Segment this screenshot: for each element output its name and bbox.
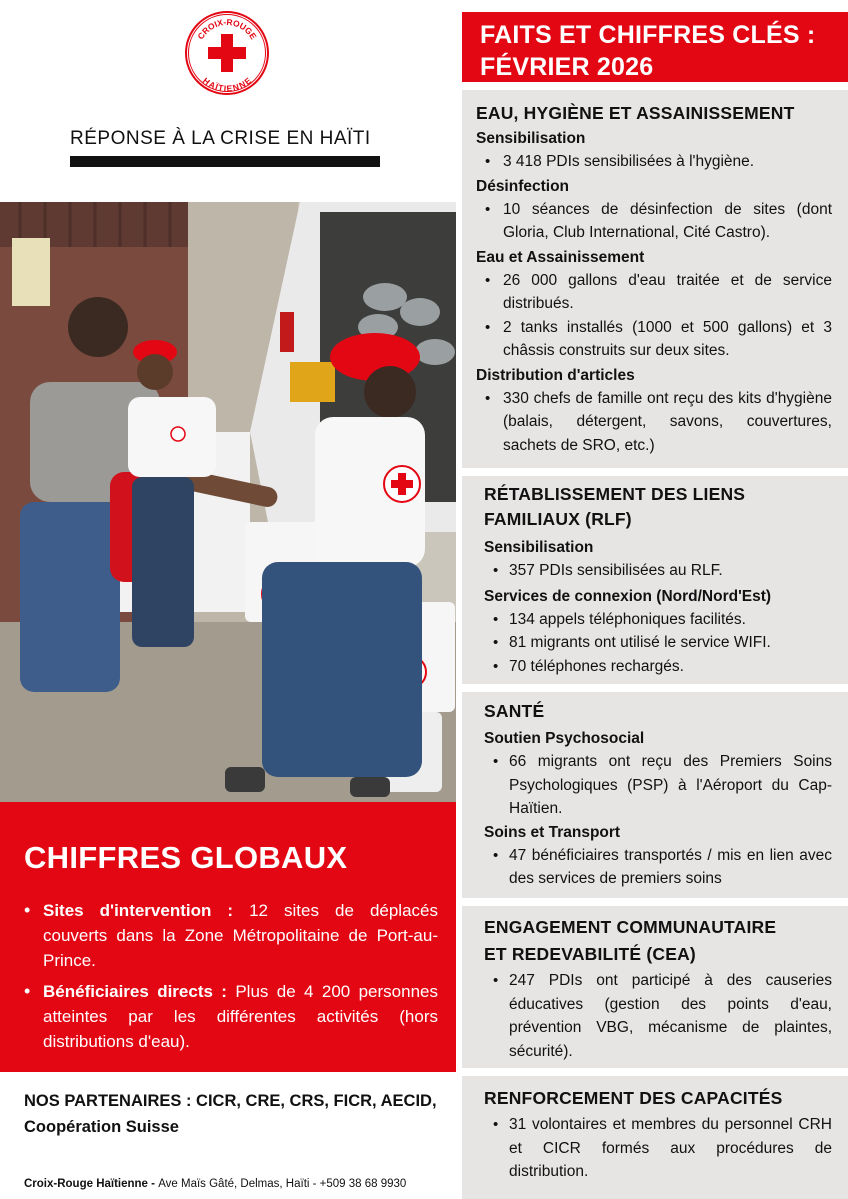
list-item: • 2 tanks installés (1000 et 500 gallons) et 3 châssis construits sur deux sites. (476, 316, 832, 363)
list-item: • 357 PDIs sensibilisées au RLF. (484, 559, 832, 583)
rlf-connexion-heading: Services de connexion (Nord/Nord'Est) (484, 587, 772, 605)
health-transport-heading: Soins et Transport (484, 823, 621, 841)
croix-rouge-logo (184, 10, 270, 96)
footer-contact (24, 1178, 454, 1190)
list-item: • 31 volontaires et membres du personnel CRH et CICR formés aux procédures de distribution. (484, 1113, 832, 1184)
cea-title-line-2: ET REDEVABILITÉ (CEA) (484, 944, 696, 964)
list-item: • 247 PDIs ont participé à des causeries éducatives (gestion des points d'eau, prévention VBG, mécanisme de plaintes, sécurité). (484, 969, 832, 1063)
list-item: • 70 téléphones rechargés. (484, 655, 832, 679)
list-item: • 47 bénéficiaires transportés / mis en lien avec des services de premiers soins (484, 844, 832, 891)
list-item: • 134 appels téléphoniques facilités. (484, 608, 832, 632)
header-line-1: FAITS ET CHIFFRES CLÉS : (480, 21, 816, 49)
list-item (24, 898, 438, 973)
logo-bottom-text: HAÏTIENNE (200, 75, 254, 94)
list-item: • 330 chefs de famille ont reçu des kits d'hygiène (balais, détergent, savons, couvertures, sachets de SRO, etc.) (476, 387, 832, 458)
global-figures-section (0, 802, 456, 1072)
list-item (24, 979, 438, 1054)
wash-panel (462, 90, 848, 468)
field-photo (0, 202, 456, 802)
wash-desinfection-heading: Désinfection (476, 177, 570, 195)
rlf-sensibilisation-heading: Sensibilisation (484, 539, 594, 556)
red-cross-emblem-icon (184, 10, 270, 96)
rlf-panel (462, 476, 848, 684)
item-text: 12 sites de déplacés couverts dans la Zone Métropolitaine de Port-au-Prince. (43, 901, 438, 970)
report-subtitle: RÉPONSE À LA CRISE EN HAÏTI (70, 128, 371, 149)
rlf-title-line-1: RÉTABLISSEMENT DES LIENS (484, 484, 746, 504)
item-label: Bénéficiaires directs : (43, 982, 227, 1001)
list-item: • 66 migrants ont reçu des Premiers Soins Psychologiques (PSP) à l'Aéroport du Cap-Haïtien. (484, 750, 832, 821)
capacity-panel (462, 1076, 848, 1199)
footer-address: Ave Maïs Gâté, Delmas, Haïti - +509 38 68 9930 (158, 1178, 407, 1190)
capacity-title: RENFORCEMENT DES CAPACITÉS (484, 1088, 783, 1108)
health-panel (462, 692, 848, 898)
global-figures-list (24, 898, 438, 1054)
subtitle-underline (70, 156, 380, 167)
footer-org: Croix-Rouge Haïtienne - (24, 1178, 159, 1190)
header-line-2: FÉVRIER 2026 (480, 53, 654, 81)
cea-panel (462, 906, 848, 1068)
list-item: • 81 migrants ont utilisé le service WIFI. (484, 631, 832, 655)
partners-line: NOS PARTENAIRES : CICR, CRE, CRS, FICR, AECID, Coopération Suisse (24, 1092, 437, 1136)
wash-sensibilisation-heading: Sensibilisation (476, 130, 586, 147)
list-item: • 3 418 PDIs sensibilisées à l'hygiène. (476, 150, 832, 174)
global-figures-title: CHIFFRES GLOBAUX (24, 840, 348, 875)
wash-distribution-heading: Distribution d'articles (476, 366, 635, 384)
list-item: • 10 séances de désinfection de sites (dont Gloria, Club International, Cité Castro). (476, 198, 832, 245)
item-label: Sites d'intervention : (43, 901, 234, 920)
item-text: Plus de 4 200 personnes atteintes par les différentes activités (hors distributions d'eau). (43, 982, 438, 1051)
health-title: SANTÉ (484, 701, 545, 721)
wash-title: EAU, HYGIÈNE ET ASSAINISSEMENT (476, 103, 795, 123)
cea-title-line-1: ENGAGEMENT COMMUNAUTAIRE (484, 917, 777, 937)
wash-water-heading: Eau et Assainissement (476, 248, 645, 266)
health-psychosocial-heading: Soutien Psychosocial (484, 730, 645, 747)
key-facts-header (462, 12, 848, 82)
logo-top-text: CROIX-ROUGE (195, 16, 259, 42)
rlf-title-line-2: FAMILIAUX (RLF) (484, 509, 632, 529)
list-item: • 26 000 gallons d'eau traitée et de service distribués. (476, 269, 832, 316)
